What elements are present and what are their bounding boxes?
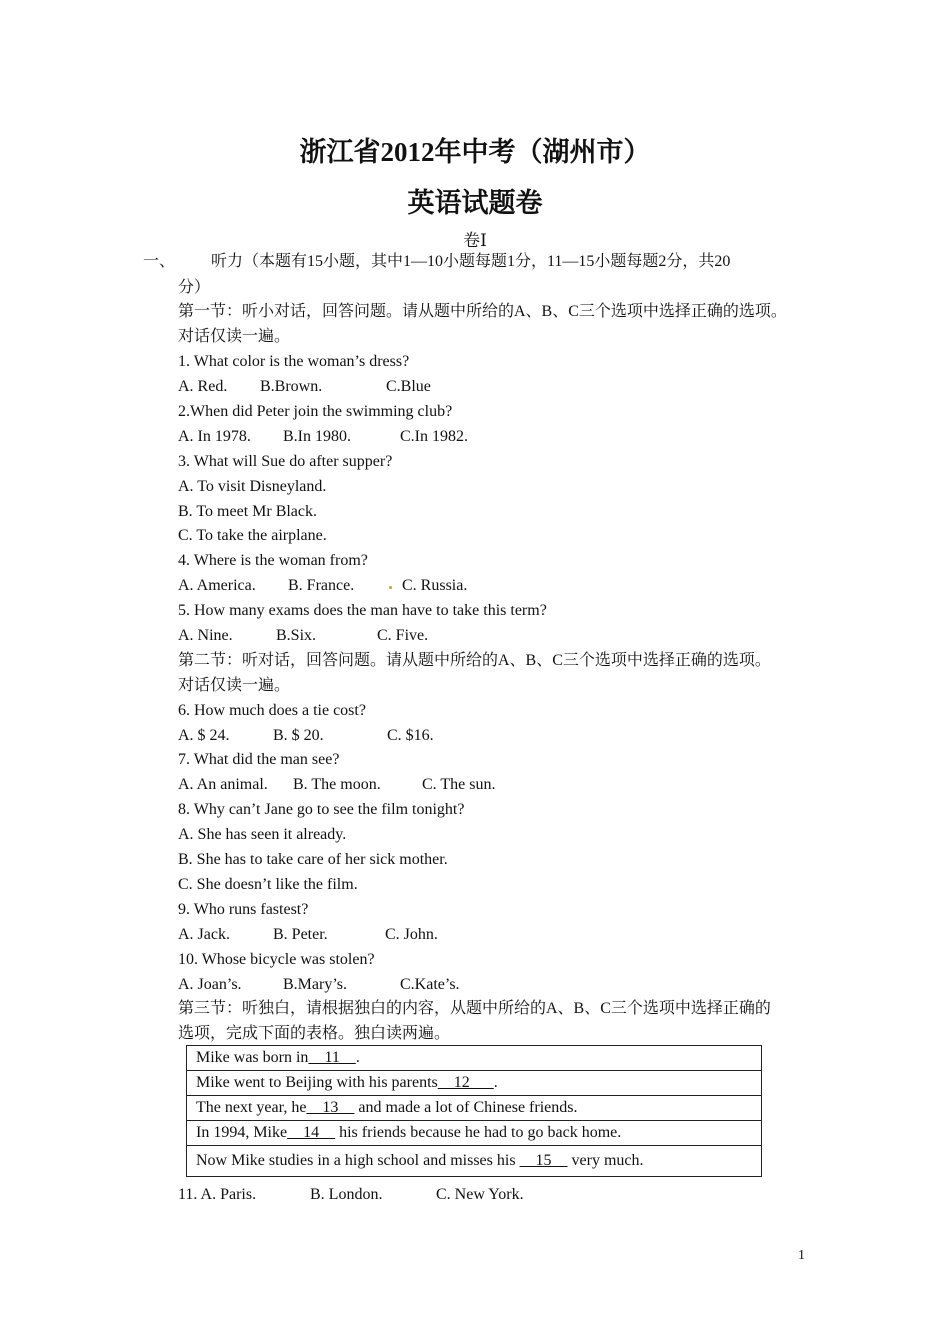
table-row bbox=[187, 1046, 762, 1071]
cell-text: and made a lot of Chinese friends. bbox=[354, 1099, 578, 1116]
table-cell bbox=[187, 1046, 762, 1071]
cell-text: Mike went to Beijing with his parents bbox=[196, 1074, 438, 1091]
option-c: C. The sun. bbox=[422, 776, 496, 793]
table-cell bbox=[187, 1096, 762, 1121]
question-8: 8. Why can’t Jane go to see the film tonight? bbox=[178, 801, 465, 818]
table-row bbox=[187, 1071, 762, 1096]
option-b: B.Six. bbox=[276, 627, 317, 644]
option-c: C.Blue bbox=[386, 378, 431, 395]
stray-mark bbox=[389, 586, 392, 589]
option-b: B.Mary’s. bbox=[283, 976, 347, 993]
option-a: A. Red. bbox=[178, 378, 228, 395]
options-9 bbox=[178, 925, 438, 945]
options-4 bbox=[178, 576, 467, 596]
option-c: C. Five. bbox=[377, 627, 429, 644]
options-11 bbox=[178, 1185, 524, 1205]
cell-text: In 1994, Mike bbox=[196, 1124, 288, 1141]
section1-instruction-cont: 对话仅读一遍。 bbox=[178, 328, 291, 345]
exam-subtitle: 英语试题卷 bbox=[407, 188, 543, 218]
question-9: 9. Who runs fastest? bbox=[178, 901, 309, 918]
cloze-table bbox=[186, 1045, 762, 1177]
option-c: C.Kate’s. bbox=[400, 976, 460, 993]
table-cell bbox=[187, 1121, 762, 1146]
question-10: 10. Whose bicycle was stolen? bbox=[178, 951, 375, 968]
page-number: 1 bbox=[798, 1248, 805, 1263]
option-c: C. Russia. bbox=[402, 577, 468, 594]
option-c: C. New York. bbox=[436, 1186, 524, 1203]
cell-text: Mike was born in bbox=[196, 1049, 309, 1066]
question-6: 6. How much does a tie cost? bbox=[178, 702, 366, 719]
options-7 bbox=[178, 775, 495, 795]
option-c: C. John. bbox=[385, 926, 438, 943]
table-row bbox=[187, 1146, 762, 1177]
option-a: A. In 1978. bbox=[178, 428, 251, 445]
option-b: B.Brown. bbox=[260, 378, 323, 395]
part-heading: 听力（本题有15小题，其中1—10小题每题1分，11—15小题每题2分，共20 bbox=[211, 253, 731, 270]
option-b: B. She has to take care of her sick mother. bbox=[178, 851, 448, 868]
table-cell bbox=[187, 1071, 762, 1096]
table-row bbox=[187, 1121, 762, 1146]
part-number: 一、 bbox=[143, 253, 176, 270]
options-6 bbox=[178, 726, 434, 746]
cell-text: . bbox=[493, 1074, 498, 1091]
option-c: C.In 1982. bbox=[400, 428, 468, 445]
option-a: A. To visit Disneyland. bbox=[178, 478, 327, 495]
blank-14: 14 bbox=[287, 1124, 336, 1141]
question-1: 1. What color is the woman’s dress? bbox=[178, 353, 410, 370]
option-b: B.In 1980. bbox=[283, 428, 351, 445]
part-heading-cont: 分） bbox=[178, 279, 211, 296]
table-cell bbox=[187, 1146, 762, 1177]
option-c: C. To take the airplane. bbox=[178, 527, 327, 544]
volume-label: 卷Ⅰ bbox=[463, 231, 487, 250]
cell-text: very much. bbox=[567, 1152, 644, 1169]
option-b: B. To meet Mr Black. bbox=[178, 503, 318, 520]
question-3: 3. What will Sue do after supper? bbox=[178, 453, 393, 470]
option-a: A. Joan’s. bbox=[178, 976, 242, 993]
option-b: B. Peter. bbox=[273, 926, 328, 943]
option-a: A. Nine. bbox=[178, 627, 233, 644]
question-2: 2.When did Peter join the swimming club? bbox=[178, 403, 453, 420]
option-a: 11. A. Paris. bbox=[178, 1186, 257, 1203]
section3-instruction-cont: 选项，完成下面的表格。独白读两遍。 bbox=[178, 1025, 451, 1042]
blank-15: 15 bbox=[519, 1152, 568, 1169]
cell-text: . bbox=[355, 1049, 360, 1066]
cell-text: The next year, he bbox=[196, 1099, 307, 1116]
question-7: 7. What did the man see? bbox=[178, 751, 340, 768]
blank-11: 11 bbox=[308, 1049, 356, 1066]
section2-instruction: 第二节：听对话，回答问题。请从题中所给的A、B、C三个选项中选择正确的选项。 bbox=[178, 652, 771, 669]
question-4: 4. Where is the woman from? bbox=[178, 552, 368, 569]
option-c: C. She doesn’t like the film. bbox=[178, 876, 358, 893]
option-b: B. $ 20. bbox=[273, 727, 324, 744]
options-10 bbox=[178, 975, 460, 995]
option-b: B. London. bbox=[310, 1186, 383, 1203]
options-5 bbox=[178, 626, 428, 646]
section1-instruction: 第一节：听小对话，回答问题。请从题中所给的A、B、C三个选项中选择正确的选项。 bbox=[178, 303, 787, 320]
exam-title: 浙江省2012年中考（湖州市） bbox=[299, 137, 651, 167]
option-a: A. America. bbox=[178, 577, 256, 594]
options-1 bbox=[178, 377, 431, 397]
table-row bbox=[187, 1096, 762, 1121]
blank-13: 13 bbox=[306, 1099, 355, 1116]
cell-text: his friends because he had to go back home. bbox=[335, 1124, 622, 1141]
question-5: 5. How many exams does the man have to take this term? bbox=[178, 602, 547, 619]
section3-instruction: 第三节：听独白，请根据独白的内容，从题中所给的A、B、C三个选项中选择正确的 bbox=[178, 1000, 771, 1017]
option-c: C. $16. bbox=[387, 727, 434, 744]
blank-12: 12 bbox=[437, 1074, 494, 1091]
option-a: A. Jack. bbox=[178, 926, 230, 943]
option-b: B. The moon. bbox=[293, 776, 381, 793]
cell-text: Now Mike studies in a high school and misses his bbox=[196, 1152, 520, 1169]
option-a: A. An animal. bbox=[178, 776, 268, 793]
option-a: A. She has seen it already. bbox=[178, 826, 347, 843]
option-b: B. France. bbox=[288, 577, 355, 594]
options-2 bbox=[178, 427, 468, 447]
section2-instruction-cont: 对话仅读一遍。 bbox=[178, 677, 291, 694]
option-a: A. $ 24. bbox=[178, 727, 230, 744]
